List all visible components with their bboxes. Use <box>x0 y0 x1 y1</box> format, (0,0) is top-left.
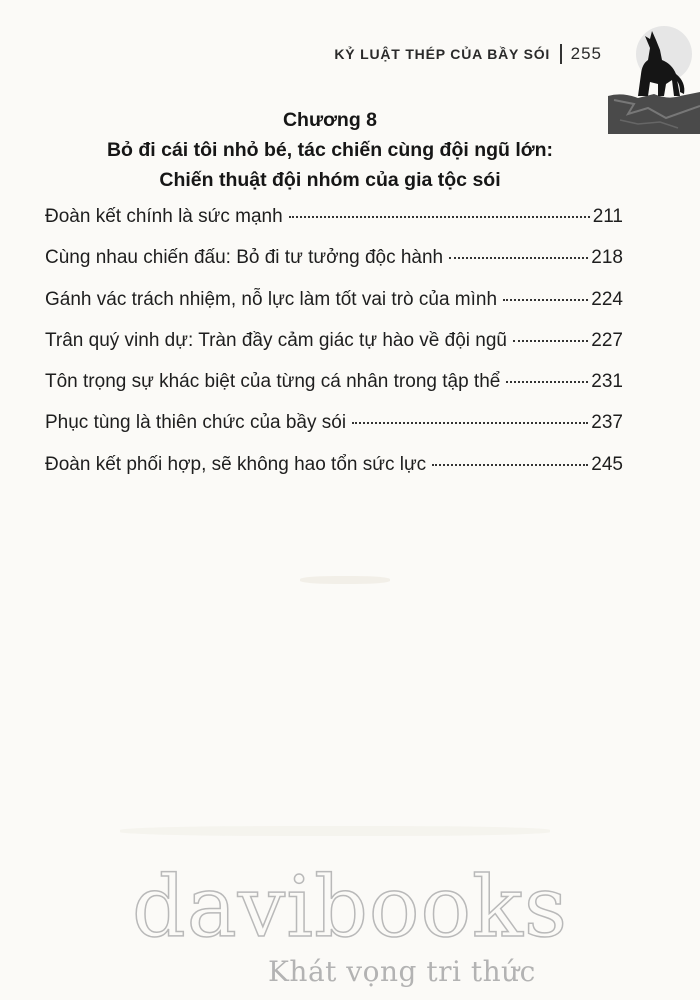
toc-entry-page: 211 <box>592 206 623 227</box>
table-of-contents <box>45 206 623 495</box>
header-divider <box>560 44 562 64</box>
toc-entry <box>45 289 623 330</box>
toc-entry-page: 224 <box>591 288 623 310</box>
watermark-tagline: Khát vọng tri thức <box>268 955 536 988</box>
dot-leader <box>289 216 590 218</box>
toc-entry-page: 237 <box>591 412 623 434</box>
book-title: KỶ LUẬT THÉP CỦA BẦY SÓI <box>334 46 551 62</box>
dot-leader <box>449 257 588 259</box>
chapter-label: Chương 8 <box>282 109 378 131</box>
toc-entry <box>45 206 623 247</box>
toc-entry-title: Cùng nhau chiến đấu: Bỏ đi tư tưởng độc hành <box>45 247 444 269</box>
watermark-brand: davibooks <box>131 858 569 956</box>
dot-leader <box>513 340 588 342</box>
toc-entry-title: Trân quý vinh dự: Tràn đầy cảm giác tự hào về đội ngũ <box>45 329 507 351</box>
toc-entry-title: Đoàn kết chính là sức mạnh <box>45 206 283 227</box>
toc-entry-page: 245 <box>591 453 623 475</box>
toc-entry-title: Phục tùng là thiên chức của bầy sói <box>45 412 347 434</box>
toc-entry-title: Tôn trọng sự khác biệt của từng cá nhân trong tập thể <box>45 371 501 393</box>
dot-leader <box>503 299 588 301</box>
page-number: 255 <box>570 44 602 63</box>
toc-entry-title: Gánh vác trách nhiệm, nỗ lực làm tốt vai trò của mình <box>45 288 498 310</box>
paper-smudge <box>120 826 550 836</box>
toc-entry <box>45 330 623 371</box>
running-header <box>334 44 602 64</box>
toc-entry <box>45 412 623 453</box>
dot-leader <box>506 381 588 383</box>
toc-entry-page: 218 <box>591 247 623 269</box>
paper-smudge <box>300 576 390 584</box>
toc-entry-page: 227 <box>591 329 623 351</box>
chapter-title-line-1: Bỏ đi cái tôi nhỏ bé, tác chiến cùng đội ngũ lớn: <box>106 139 554 161</box>
chapter-heading <box>0 105 660 195</box>
toc-entry <box>45 454 623 495</box>
dot-leader <box>352 422 588 424</box>
toc-entry <box>45 247 623 288</box>
dot-leader <box>432 464 588 466</box>
chapter-title-line-2: Chiến thuật đội nhóm của gia tộc sói <box>159 169 501 191</box>
toc-entry <box>45 371 623 412</box>
toc-entry-page: 231 <box>591 371 623 393</box>
toc-entry-title: Đoàn kết phối hợp, sẽ không hao tổn sức lực <box>45 453 427 475</box>
